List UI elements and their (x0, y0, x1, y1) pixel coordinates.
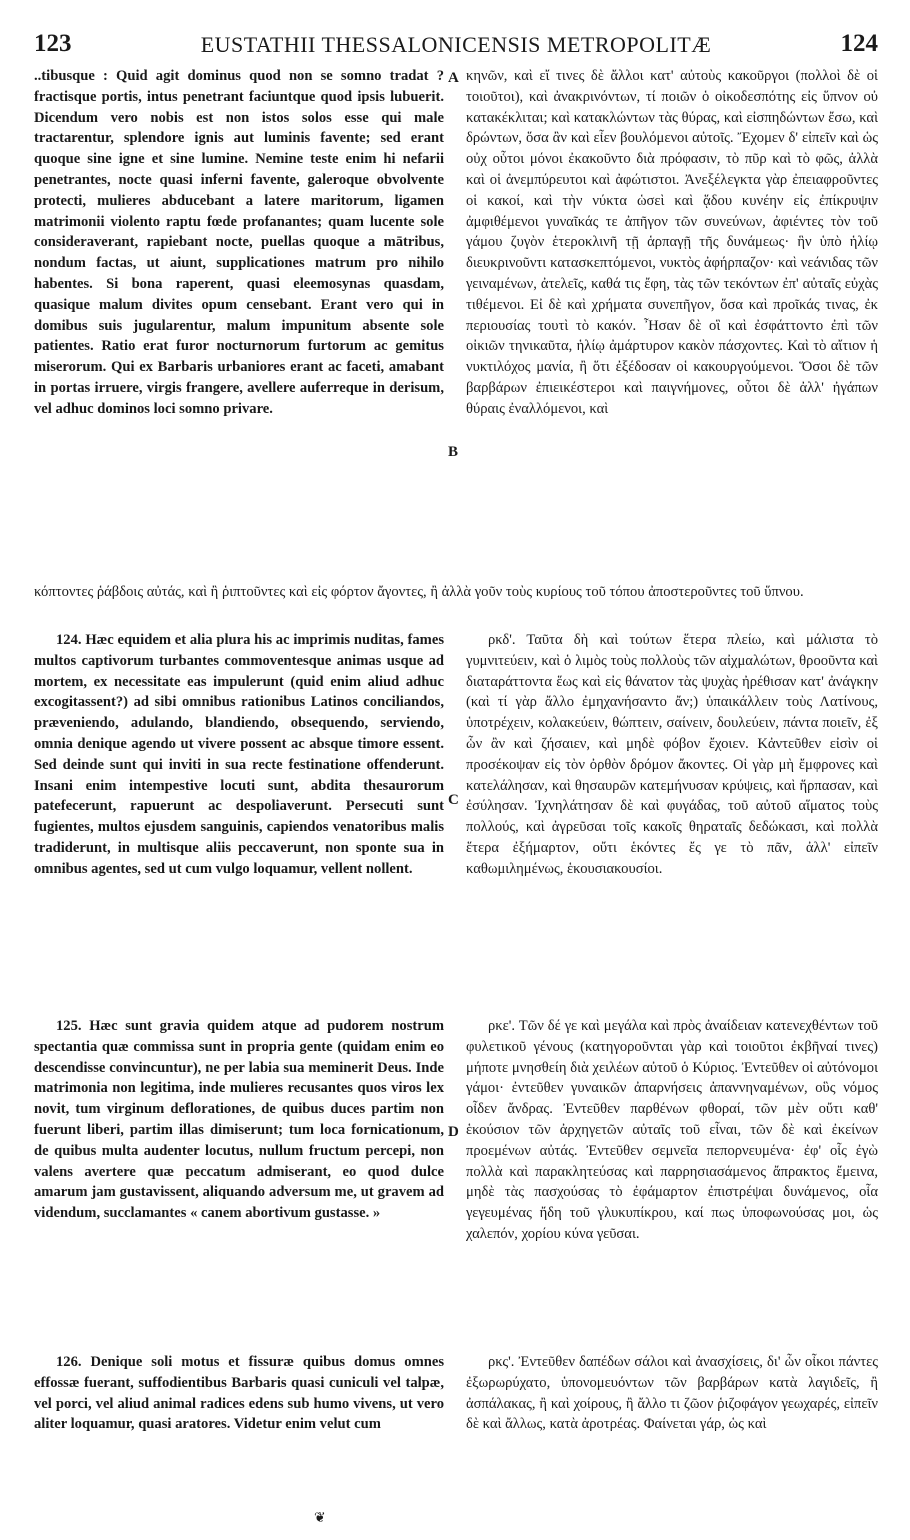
running-header (30, 30, 882, 60)
greek-paragraph-125: Τῶν δέ γε καὶ μεγάλα καὶ πρὸς ἀναίδειαν κατενεχθέντων τοῦ φυλετικοῦ γένους (κατηγοροῦνται γὰρ καὶ τοιοῦτοι ἐκβῆναί τινες) μήποτε μνησθείη διὰ χειλέων αὐτοῦ ὁ Κύριος. Ἐντεῦθεν οἱ αὐτόνομοι γάμοι· ἐντεῦθεν γυναικῶν ἀπαρνήσεις ἀπαννηναμένων, οὓς νόμος οἶδεν ἄνδρας. Ἐντεῦθεν παρθένων φθοραί, τῶν μὲν οὔτι καθ' ἑκούσιον τῶν ἀρχηγετῶν αὐταῖς τοῦ εἶναι, τῶν δὲ καὶ ἐκείνων προεμένων αὐτάς. Ἐντεῦθεν σεμνεῖα πεπορνευμένα· ἐφ' οἷς ἐγὼ πολλὰ καὶ παρακλητεύσας καὶ παρρησιασάμενος ἄπρακτος ἔμεινα, μηδὲ τὰς πασχούσας τὸ ἐφάμαρτον ἐπιστρέψαι δυνάμενος, οἷα γεγευμένας ἤδη τοῦ γλυκυπίκρου, καί πως ὑποφωνούσας μοι, ὡς χαλεπόν, χορίου κύνα γεῦσαι. (466, 1018, 878, 1242)
page-number-right: 124 (840, 30, 878, 57)
latin-paragraph-125: Hæc sunt gravia quidem atque ad pudorem nostrum spectantia quæ commissa sunt in propria gente (quidam enim eo descendisse convincuntur), ne per labia sua meminerit Deus. Inde matrimonia non legitima, inde mulieres recusantes quos viros lex novit, tum virginum deflorationes, de quibus duces partim non fuerunt liberi, partim illas dimiserunt; tum loca fornicationum, de quibus multa audenter locutus, nullum fructum percepi, non valens avertere quæ peccatum admiserant, eo quod dulce amarum jam gustavissent, aliquando adversum me, ut gravem ad videndum, succlamantes « canem abortivum gustasse. » (34, 1018, 444, 1222)
ornament-icon: ❦ (314, 1511, 326, 1526)
greek-section-126 (466, 1352, 878, 1439)
latin-section-125 (34, 1016, 444, 1228)
margin-letter-c: C (448, 792, 459, 808)
greek-section-number-125: ρκε'. (488, 1018, 516, 1034)
greek-paragraph-124: Ταῦτα δὴ καὶ τούτων ἕτερα πλείω, καὶ μάλιστα τὸ γυμνιτεύειν, καὶ ὁ λιμὸς τοὺς πολλοὺς τῶν αἰχμαλώτων, θροοῦντα καὶ διαταράττοντα ἕως καὶ εἰς θάνατον τὰς ψυχὰς ἠρέθισαν κατ' ἀνάγκην (καὶ τί γὰρ ἄλλο ἐμηχανήσαντο ἄν;) ὑπαικάλλειν τοὺς Λατίνους, ὑποτρέχειν, κολακεύειν, θώπτειν, σαίνειν, δουλεύειν, πάντα ποιεῖν, ἐξ ὧν ἂν καὶ ζήσαιεν, καὶ μηδὲ φόβον ἔχοιεν. Κἀντεῦθεν εἰσὶν οἱ προσέκοψαν εἰς τὸν ὀρθὸν δρόμον ἄκοντες. Οἱ γὰρ μὴ ἔμφρονες καὶ κατελάλησαν, καὶ θησαυρῶν κατεμήνυσαν κρύψεις, καὶ ἥρπασαν, καὶ ἐσύλησαν. Ἰχνηλάτησαν δὲ καὶ φυγάδας, τοῦ αὐτοῦ αἵματος τοὺς πολλούς, καὶ ἀγρεῦσαι τοῖς κακοῖς θηραταῖς δεδώκασι, καὶ πολλὰ ἕτερα ἐξήμαρτον, οὔτι ἑκόντες ἔς γε τὸ πᾶν, ἀλλ' εἰπεῖν καθωμιλημένως, ἑκουσιακουσίοι. (466, 632, 878, 877)
latin-section-126 (34, 1352, 444, 1439)
section-number-126: 126. (56, 1354, 82, 1370)
section-number-124: 124. (56, 632, 82, 648)
margin-letter-d: D (448, 1124, 459, 1140)
greek-section-number-126: ρκς'. (488, 1354, 515, 1370)
latin-section-124 (34, 630, 444, 884)
margin-letter-a: A (448, 70, 459, 86)
section-number-125: 125. (56, 1018, 82, 1034)
greek-section-125 (466, 1016, 878, 1249)
latin-column-top (34, 66, 444, 424)
margin-letter-b: B (448, 444, 459, 460)
page-number-left: 123 (34, 30, 72, 57)
running-title: EUSTATHII THESSALONICENSIS METROPOLITÆ (200, 32, 712, 57)
greek-section-number-124: ρκδ'. (488, 632, 516, 648)
greek-column-top (466, 66, 878, 424)
greek-spanning-line: κόπτοντες ῥάβδοις αὐτάς, καὶ ἢ ῥιπτοῦντες καὶ εἰς φόρτον ἄγοντες, ἢ ἀλλὰ γοῦν τοὺς κυρίους τοῦ τόπου ἀποστεροῦντες τοῦ ὕπνου. (34, 584, 804, 600)
latin-paragraph-124: Hæc equidem et alia plura his ac imprimis nuditas, fames multos captivorum turbantes commoventesque animas usque ad mortem, ex necessitate eas impulerunt (quid enim aliud adhuc excogitassent?) ad sibi omnibus rationibus Latinos conciliandos, præveniendo, adulando, blandiendo, obsequendo, serviendo, omnia denique agendo ut vivere possent ac absque timore essent. Sed deinde sunt qui inviti in sua recte festinatione offenderunt. Insani enim intempestive locuti sunt, abdita thesaurorum patefecerunt, rapuerunt ac despoliaverunt. Persecuti sunt fugientes, multos ejusdem sanguinis, capiendos venatoribus malis tradiderunt, in multisque aliis peccaverunt, non sponte sua in omnibus agentes, sed ut cum vulgo loquamur, vellent nollent. (34, 632, 444, 877)
latin-paragraph-123: ..tibusque : Quid agit dominus quod non se somno tradat ? fractisque portis, intus penetrant faciuntque quod ipsis lubuerit. Dicendum vero nobis est non istos solos esse qui male tractarentur, splendore ignis aut luminis favente; sed erant quoque sine igne et sine lumine. Nemine teste enim hi nefarii penetrantes, nocte quasi inferni favente, galeroque obvolvente protecti, mulieres abducebant a latere maritorum, ligamen matrimonii violento raptu fœde profanantes; quam lucente sole consideraverant, rapiebant nocte, puellas quoque a mātribus, nondum factas, ut aiunt, supplicationes matrum pro nihilo habentes. Si bona raperent, quasi eleemosynas quasdam, quasique malum divites opum censebant. Erant vero qui in domibus suis jugularentur, malum impunitum absente sole patientes. Ratio erat furor nocturnorum furtorum ac gemitus miserorum. Qui ex Barbaris urbaniores erant ac faceti, amabant in portas irruere, virgis frangere, avellere auferreque in derisum, vel adhuc dominos loci somno privare. (34, 68, 444, 417)
greek-section-124 (466, 630, 878, 884)
latin-paragraph-126: Denique soli motus et fissuræ quibus domus omnes effossæ fuerant, suffodientibus Barbaris quasi cuniculi vel talpæ, vel porci, vel aliud animal radices edens sub humo vivens, ut vero aliter loquamur, quasi aratores. Videtur enim velut cum (34, 1354, 444, 1433)
greek-paragraph-126: Ἐντεῦθεν δαπέδων σάλοι καὶ ἀνασχίσεις, δι' ὧν οἶκοι πάντες ἐξωρωρύχατο, ὑπονομευόντων τῶν βαρβάρων κατὰ λαγιδεῖς, ἢ ἀσπάλακας, ἢ καὶ χοίρους, ἢ ἄλλο τι ζῶον ῥιζοφάγον γεωχαρές, εἰπεῖν δὲ καὶ ἄλλως, κατὰ ἀροτρέας. Φαίνεται γάρ, ὡς καὶ (466, 1354, 879, 1433)
greek-paragraph-123: κηνῶν, καὶ εἴ τινες δὲ ἄλλοι κατ' αὐτοὺς κακοῦργοι (πολλοὶ δὲ οἱ τοιοῦτοι), καὶ ἀνακρινόντων, τί ποιῶν ὁ οἰκοδεσπότης εἰς ὕπνον οὐ κατακέκλιται; καὶ κατακλώντων τὰς θύρας, καὶ εἰσπηδώντων ἔσω, καὶ δρώντων, ὅσα ἂν καὶ εἶεν βουλόμενοι αὐτοῖς. Ἔχομεν δ' εἰπεῖν καὶ ὡς οὐχ οὗτοι μόνοι ἐκακοῦντο διὰ πρόφασιν, τὸ πῦρ καὶ τὸ φῶς, ἀλλὰ καὶ οἱ ἀνεμπύρευτοι καὶ ἀφώτιστοι. Ἀνεξέλεγκτα γὰρ ἐπειαφροῦντες οἱ κακοί, καὶ τὴν νύκτα ὡσεὶ καὶ ᾅδου κυνέην εἰς ἐπίκρυψιν ἀμφιθέμενοι γυναῖκάς τε ἀπῆγον τῶν συνεύνων, ἀφιέντες τὸν τοῦ γάμου ζυγὸν ἑτεροκλινῆ τῇ ἁρπαγῇ τῆς δυνάμεως· ἣν ὑπὸ ἡλίῳ διευκρινοῦντι κατασκεπτόμενοι, νυκτὸς ἀφήρπαζον· καὶ νεάνιδας τῶν γειναμένων, ἀτελεῖς, καθά τις ἔφη, τὰς τῶν τεκόντων ἐπ' αὐταῖς εὐχὰς τιθέμενοι. Εἰ δὲ καὶ χρήματα συνεπῆγον, ὅσα καὶ προῖκάς τινας, ἐκ περιουσίας τουτὶ τὸ κακόν. Ἦσαν δὲ οἳ καὶ ἐσφάττοντο ἐπὶ τῶν οἰκιῶν τηνικαῦτα, ἡλίῳ ἀμάρτυρον κακὸν πάσχοντες. Καὶ τὸ αἴτιον ἡ νυκτιλόχος μανία, ἢ ὅτι ἐξέδοσαν οἱ κακουργούμενοι. Ὅσοι δὲ τῶν βαρβάρων ἐπιεικέστεροι καὶ παιγνήμονες, οὗτοι δὲ ἀλλ' ἠγάπων θύραις ἐναλλόμενοι, καὶ (466, 68, 878, 417)
